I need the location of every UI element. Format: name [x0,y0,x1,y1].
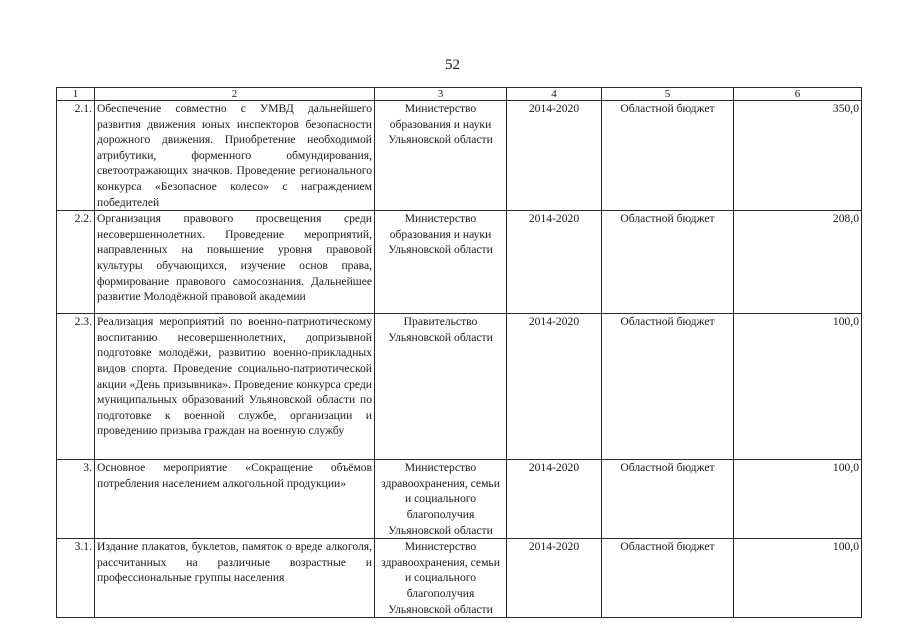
period: 2014-2020 [507,101,602,211]
period: 2014-2020 [507,460,602,539]
activity-description: Основное мероприятие «Сокращение объёмов потребления населением алкогольной продукции» [95,460,375,539]
table-row [57,211,862,314]
program-table [56,87,862,618]
amount: 350,0 [734,101,862,211]
activity-description: Реализация мероприятий по военно-патриотическому воспитанию несовершеннолетних, допризывной подготовке молодёжи, развитию военно-прикладных видов спорта. Проведение социально-патриотической акции «День призывника». Проведение конкурса среди муниципальных образований Ульяновской области по подготовке к военной службе, организации и проведению призыва граждан на военную службу [95,314,375,460]
activity-description: Обеспечение совместно с УМВД дальнейшего развития движения юных инспекторов безопасности дорожного движения. Приобретение необходимой атрибутики, форменного обмундирования, светоотражающих значков. Проведение регионального конкурса «Безопасное колесо» с награждением победителей [95,101,375,211]
amount: 100,0 [734,460,862,539]
table-row [57,101,862,211]
activity-description: Организация правового просвещения среди несовершеннолетних. Проведение мероприятий, направленных на повышение уровня правовой культуры обучающихся, изучение основ права, формирование правового самосознания. Дальнейшее развитие Молодёжной правовой академии [95,211,375,314]
executor: Министерство образования и науки Ульяновской области [375,211,507,314]
funding-source: Областной бюджет [602,314,734,460]
column-header: 5 [602,88,734,101]
row-number: 3.1. [57,539,95,618]
table-row [57,460,862,539]
table-row [57,314,862,460]
row-number: 3. [57,460,95,539]
row-number: 2.1. [57,101,95,211]
funding-source: Областной бюджет [602,101,734,211]
executor: Министерство образования и науки Ульяновской области [375,101,507,211]
activity-description: Издание плакатов, буклетов, памяток о вреде алкоголя, рассчитанных на различные возрастные и профессиональные группы населения [95,539,375,618]
funding-source: Областной бюджет [602,539,734,618]
amount: 100,0 [734,314,862,460]
column-header: 2 [95,88,375,101]
funding-source: Областной бюджет [602,460,734,539]
column-header: 6 [734,88,862,101]
executor: Правительство Ульяновской области [375,314,507,460]
row-number: 2.2. [57,211,95,314]
amount: 208,0 [734,211,862,314]
executor: Министерство здравоохранения, семьи и социального благополучия Ульяновской области [375,539,507,618]
table-row [57,539,862,618]
row-number: 2.3. [57,314,95,460]
column-header: 4 [507,88,602,101]
period: 2014-2020 [507,314,602,460]
funding-source: Областной бюджет [602,211,734,314]
column-header: 3 [375,88,507,101]
executor: Министерство здравоохранения, семьи и социального благополучия Ульяновской области [375,460,507,539]
period: 2014-2020 [507,211,602,314]
column-header: 1 [57,88,95,101]
period: 2014-2020 [507,539,602,618]
amount: 100,0 [734,539,862,618]
table-header-row [57,88,862,101]
page-number: 52 [445,57,460,73]
